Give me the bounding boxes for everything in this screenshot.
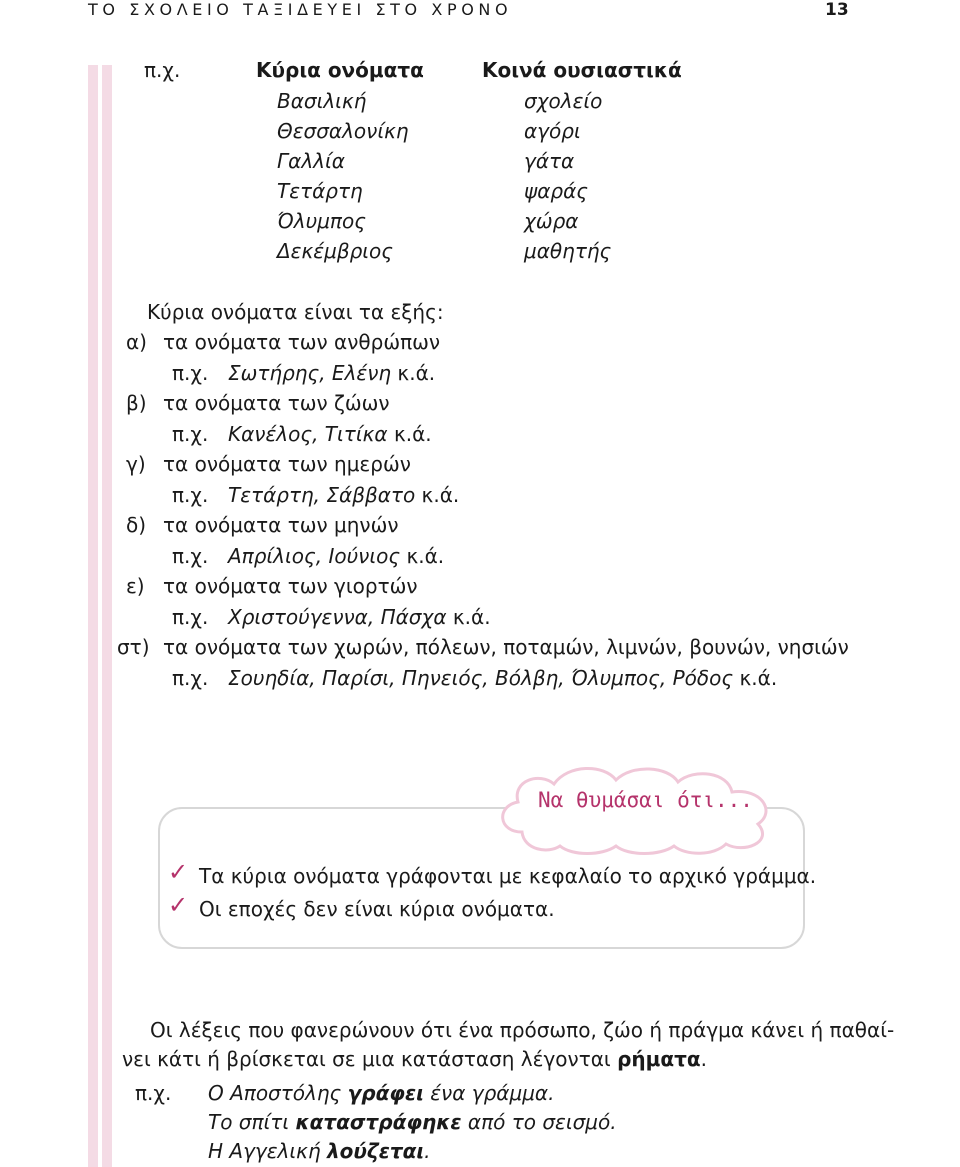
rule-label: στ) [117,635,150,659]
rule-text: τα ονόματα των χωρών, πόλεων, ποταμών, λιμνών, βουνών, νησιών [163,635,849,659]
rule-example: Απρίλιος, Ιούνιος κ.ά. [228,544,445,568]
rule-label: γ) [126,452,146,476]
verb-example: Ο Αποστόλης γράφει ένα γράμμα. [208,1081,555,1105]
common-noun: αγόρι [524,119,581,143]
rule-example-prefix: π.χ. [172,544,209,568]
rule-text: τα ονόματα των ημερών [163,452,411,476]
side-bar-left [88,65,98,1167]
proper-noun: Τετάρτη [277,179,363,203]
checkmark-icon: ✓ [168,891,189,919]
running-header: ΤΟ ΣΧΟΛΕΙΟ ΤΑΞΙΔΕΥΕΙ ΣΤΟ ΧΡΟΝΟ [88,0,513,19]
reminder-title: Να θυμάσαι ότι... [538,788,753,812]
verb-example: Το σπίτι καταστράφηκε από το σεισμό. [208,1110,617,1134]
reminder-point-text: Τα κύρια ονόματα γράφονται με κεφαλαίο το αρχικό γράμμα. [199,864,817,888]
common-noun: χώρα [524,209,579,233]
rule-label: β) [126,391,147,415]
proper-noun: Θεσσαλονίκη [277,119,409,143]
verb-example: Η Αγγελική λούζεται. [208,1139,431,1163]
rule-text: τα ονόματα των μηνών [163,513,399,537]
proper-noun: Δεκέμβριος [277,239,394,263]
rule-label: ε) [126,574,145,598]
rule-label: α) [126,330,147,354]
rule-example: Σουηδία, Παρίσι, Πηνειός, Βόλβη, Όλυμπος, Ρόδος κ.ά. [228,666,778,690]
rule-example-prefix: π.χ. [172,483,209,507]
rule-example: Κανέλος, Τιτίκα κ.ά. [228,422,432,446]
rule-text: τα ονόματα των ζώων [163,391,390,415]
common-noun: γάτα [524,149,575,173]
common-nouns-header: Κοινά ουσιαστικά [482,58,682,82]
common-noun: μαθητής [524,239,612,263]
rules-intro: Κύρια ονόματα είναι τα εξής: [147,300,444,324]
proper-noun: Γαλλία [277,149,345,173]
reminder-point [168,891,188,919]
rule-example-prefix: π.χ. [172,361,209,385]
proper-noun: Βασιλική [277,89,367,113]
page-number: 13 [825,0,849,20]
checkmark-icon: ✓ [168,858,189,886]
rule-example-prefix: π.χ. [172,605,209,629]
reminder-point [168,858,188,886]
rule-example: Χριστούγεννα, Πάσχα κ.ά. [228,605,491,629]
rule-example-prefix: π.χ. [172,422,209,446]
common-noun: ψαράς [524,179,588,203]
verbs-definition-line1: Οι λέξεις που φανερώνουν ότι ένα πρόσωπο, ζώο ή πράγμα κάνει ή παθαί- [150,1018,895,1042]
rule-label: δ) [126,513,147,537]
common-noun: σχολείο [524,89,603,113]
proper-noun: Όλυμπος [277,209,366,233]
verbs-definition-line2: νει κάτι ή βρίσκεται σε μια κατάσταση λέγονται ρήματα. [122,1047,707,1071]
rule-example: Σωτήρης, Ελένη κ.ά. [228,361,436,385]
reminder-point-text: Οι εποχές δεν είναι κύρια ονόματα. [199,897,555,921]
rule-text: τα ονόματα των γιορτών [163,574,418,598]
side-decoration [88,65,112,1167]
verbs-example-prefix: π.χ. [135,1081,172,1105]
rule-text: τα ονόματα των ανθρώπων [163,330,441,354]
example-prefix: π.χ. [144,58,181,82]
rule-example: Τετάρτη, Σάββατο κ.ά. [228,483,460,507]
rule-example-prefix: π.χ. [172,666,209,690]
proper-nouns-header: Κύρια ονόματα [256,58,424,82]
side-bar-right [102,65,112,1167]
